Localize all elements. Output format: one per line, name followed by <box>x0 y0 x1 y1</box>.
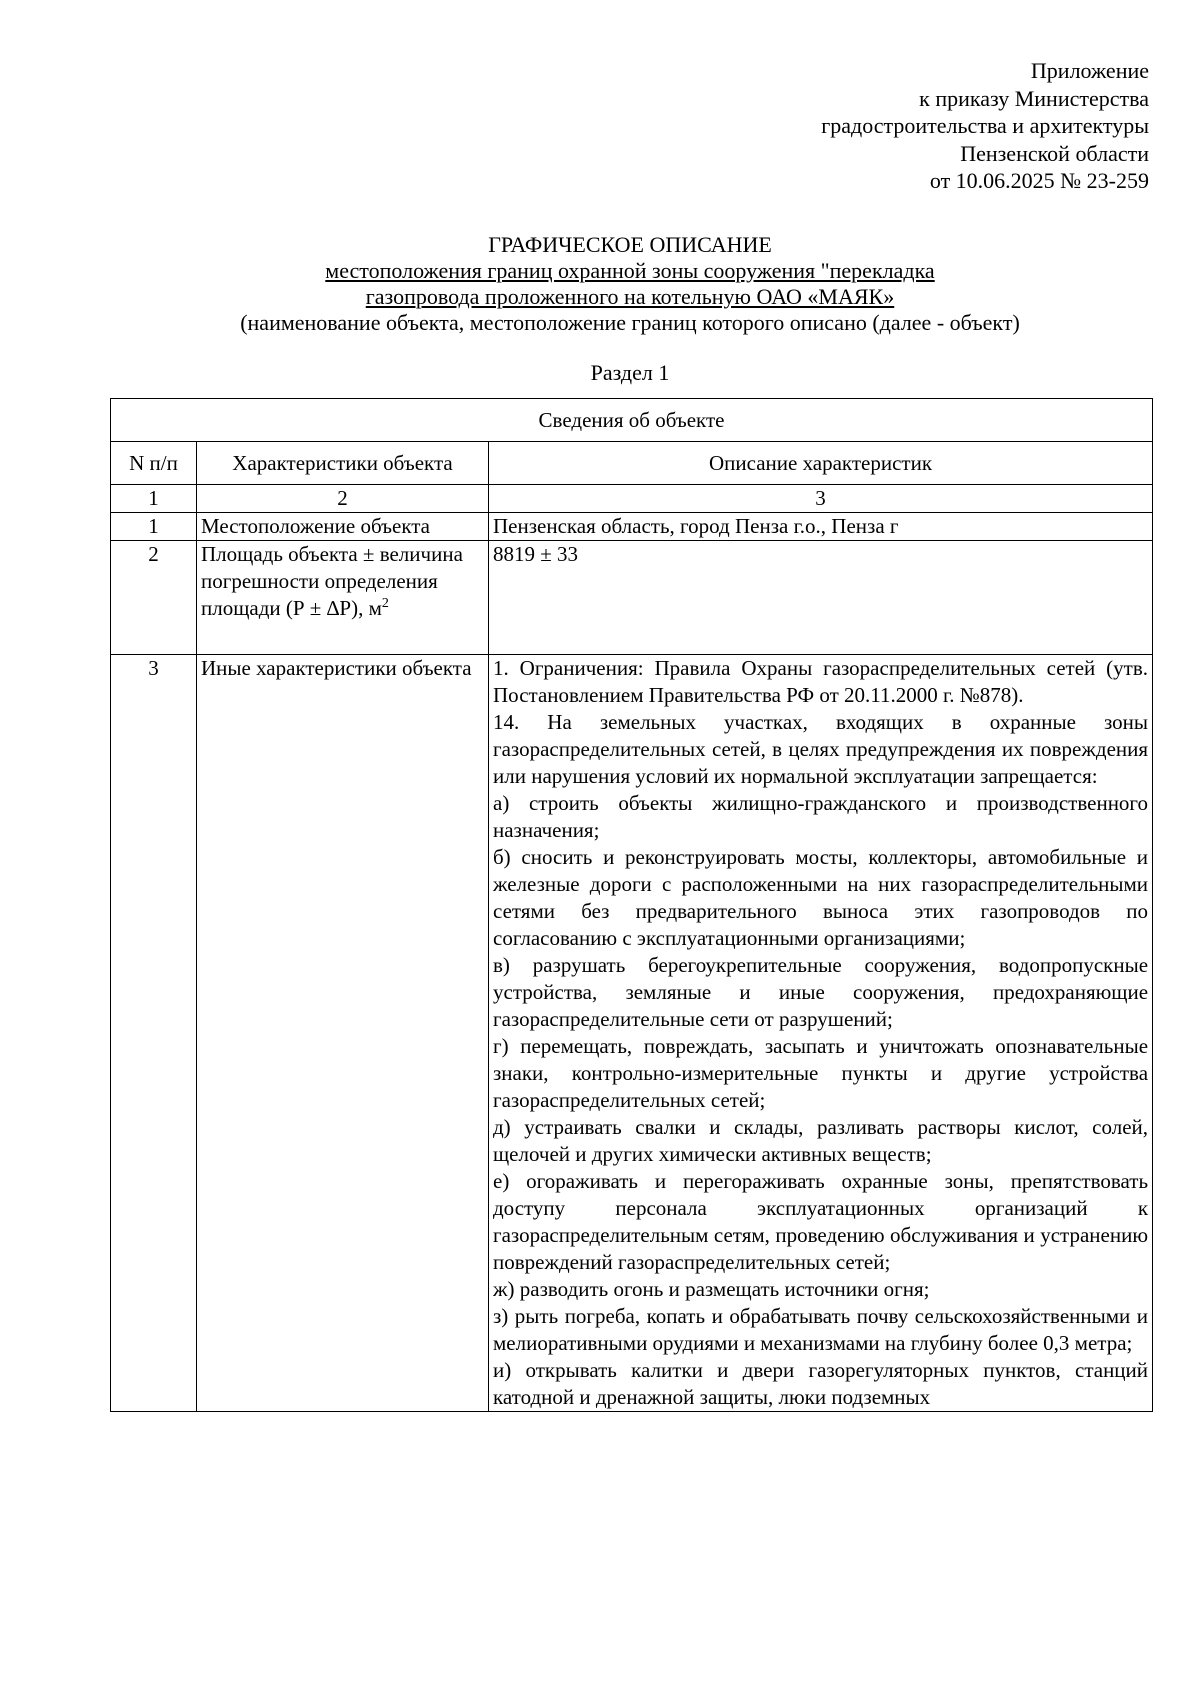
appendix-line: градостроительства и архитектуры <box>821 113 1149 138</box>
object-name-note: (наименование объекта, местоположение границ которого описано (далее - объект) <box>240 310 1020 335</box>
restriction-paragraph: и) открывать калитки и двери газорегуляторных пунктов, станций катодной и дренажной защиты, люки подземных <box>493 1358 1149 1409</box>
appendix-line: Приложение <box>1030 58 1149 83</box>
restriction-paragraph: д) устраивать свалки и склады, разливать растворы кислот, солей, щелочей и других химически активных веществ; <box>493 1115 1149 1166</box>
object-name-line2: газопровода проложенного на котельную ОАО «МАЯК» <box>365 284 895 309</box>
restriction-paragraph: ж) разводить огонь и размещать источники огня; <box>493 1277 930 1301</box>
column-number: 2 <box>197 485 489 513</box>
restriction-paragraph: б) сносить и реконструировать мосты, коллекторы, автомобильные и железные дороги с расположенными на них газораспределительными сетями без предварительного выноса этих газопроводов по согласованию с эксплуатационными организациями; <box>493 845 1149 950</box>
header-characteristic: Характеристики объекта <box>197 442 489 485</box>
section-label: Раздел 1 <box>590 360 670 385</box>
restriction-paragraph: 1. Ограничения: Правила Охраны газораспределительных сетей (утв. Постановлением Правительства РФ от 20.11.2000 г. №878). <box>493 656 1149 707</box>
row-description <box>489 655 1153 1412</box>
appendix-line: к приказу Министерства <box>919 85 1149 111</box>
restriction-paragraph: г) перемещать, повреждать, засыпать и уничтожать опознавательные знаки, контрольно-измерительные пункты и другие устройства газораспределительных сетей; <box>493 1034 1149 1112</box>
document-heading: ГРАФИЧЕСКОЕ ОПИСАНИЕ <box>488 232 772 257</box>
area-label: Площадь объекта ± величина погрешности определения площади (Р ± ∆Р), м <box>201 542 463 620</box>
row-number: 2 <box>111 541 197 655</box>
restriction-paragraph: е) огораживать и перегораживать охранные зоны, препятствовать доступу персонала эксплуатационных организаций к газораспределительным сетям, проведению обслуживания и устранению повреждений газораспределительных сетей; <box>493 1169 1149 1274</box>
table-caption-row <box>111 399 1153 442</box>
row-description: Пензенская область, город Пенза г.о., Пенза г <box>489 513 1153 541</box>
restriction-paragraph: в) разрушать берегоукрепительные сооружения, водопропускные устройства, земляные и иные сооружения, предохраняющие газораспределительные сети от разрушений; <box>493 953 1149 1031</box>
restriction-paragraph: а) строить объекты жилищно-гражданского и производственного назначения; <box>493 791 1149 842</box>
object-info-table <box>110 398 1153 1412</box>
table-row <box>111 655 1153 1412</box>
row-characteristic <box>197 541 489 655</box>
area-unit-superscript: 2 <box>381 596 389 611</box>
column-number: 3 <box>489 485 1153 513</box>
row-number: 1 <box>111 513 197 541</box>
header-number: N п/п <box>111 442 197 485</box>
appendix-line: от 10.06.2025 № 23-259 <box>929 168 1149 193</box>
table-caption: Сведения об объекте <box>111 399 1153 442</box>
object-name-line1: местоположения границ охранной зоны сооружения "перекладка <box>325 258 935 283</box>
header-description: Описание характеристик <box>489 442 1153 485</box>
table-header-row <box>111 442 1153 485</box>
title-block <box>110 232 1150 336</box>
appendix-line: Пензенской области <box>960 140 1149 166</box>
appendix-block <box>821 57 1149 195</box>
row-characteristic: Иные характеристики объекта <box>197 655 489 1412</box>
restriction-paragraph: з) рыть погреба, копать и обрабатывать почву сельскохозяйственными и мелиоративными орудиями и механизмами на глубину более 0,3 метра; <box>493 1304 1149 1355</box>
restriction-paragraph: 14. На земельных участках, входящих в охранные зоны газораспределительных сетей, в целях предупреждения их повреждения или нарушения условий их нормальной эксплуатации запрещается: <box>493 710 1149 788</box>
column-number: 1 <box>111 485 197 513</box>
table-row <box>111 541 1153 655</box>
row-description: 8819 ± 33 <box>489 541 1153 655</box>
row-number: 3 <box>111 655 197 1412</box>
column-number-row <box>111 485 1153 513</box>
row-characteristic: Местоположение объекта <box>197 513 489 541</box>
table-row <box>111 513 1153 541</box>
